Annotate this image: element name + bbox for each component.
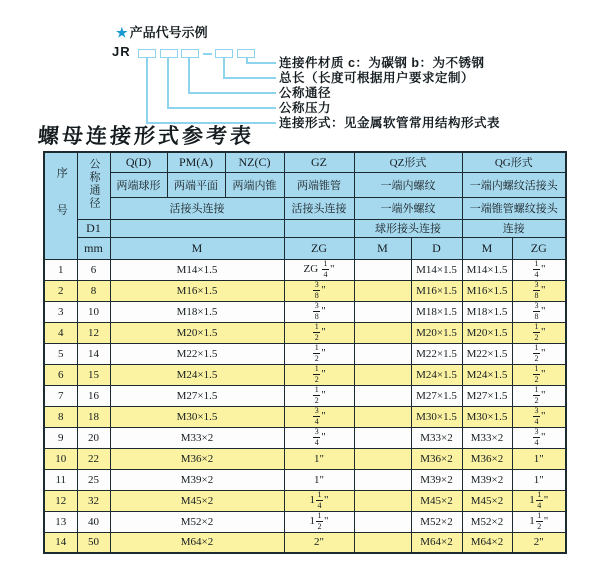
code-label-material: 连接件材质 c：为碳钢 b：为不锈钢 (279, 56, 485, 70)
cell-qg-m: M45×2 (462, 490, 512, 511)
cell-thread-zg: $\frac{1}{2}$ " (284, 343, 354, 364)
cell-qg-m: M18×1.5 (462, 301, 512, 322)
table-row (44, 490, 566, 511)
cell-qz-m (354, 406, 411, 427)
cell-qg-zg: $\frac{1}{4}$ " (512, 259, 566, 280)
cell-qg-zg: $\frac{3}{8}$ " (512, 301, 566, 322)
cell-qg-m: M39×2 (462, 469, 512, 490)
cell-qz-d: M36×2 (411, 448, 462, 469)
cell-thread-zg: $\frac{1}{2}$ " (284, 364, 354, 385)
cell-qg-m: M36×2 (462, 448, 512, 469)
cell-thread-m: M45×2 (110, 490, 284, 511)
code-box-3 (181, 49, 199, 58)
header-form-qz: 一端内螺纹 (354, 172, 462, 197)
cell-qz-m (354, 364, 411, 385)
header-group-qg: QG形式 (462, 152, 566, 172)
cell-qg-m: M30×1.5 (462, 406, 512, 427)
cell-thread-zg: $\frac{1}{2}$ " (284, 322, 354, 343)
header-form-nzc: 两端内锥 (225, 172, 284, 197)
cell-thread-m: M27×1.5 (110, 385, 284, 406)
header-empty-1 (110, 219, 284, 237)
cell-seq: 1 (44, 259, 77, 280)
cell-qg-zg: $\frac{1}{2}$ " (512, 322, 566, 343)
cell-qz-m (354, 427, 411, 448)
code-dash (203, 53, 212, 55)
code-label-length: 总长（长度可根据用户要求定制） (279, 71, 475, 85)
cell-thread-zg: $\frac{1}{2}$ " (284, 385, 354, 406)
cell-qg-zg: $\frac{3}{4}$ " (512, 427, 566, 448)
cell-qz-m (354, 490, 411, 511)
table-row (44, 427, 566, 448)
cell-thread-m: M14×1.5 (110, 259, 284, 280)
header-form-qg: 一端内螺纹活接头 (462, 172, 566, 197)
cell-seq: 3 (44, 301, 77, 322)
table-row (44, 385, 566, 406)
cell-dn-mm: 50 (77, 532, 110, 553)
cell-thread-m: M36×2 (110, 448, 284, 469)
cell-thread-m: M33×2 (110, 427, 284, 448)
cell-qg-m: M52×2 (462, 511, 512, 532)
cell-dn-mm: 18 (77, 406, 110, 427)
cell-seq: 9 (44, 427, 77, 448)
cell-qz-d: M20×1.5 (411, 322, 462, 343)
cell-qz-m (354, 469, 411, 490)
header-group-qd: Q(D) (110, 152, 167, 172)
cell-qz-d: M30×1.5 (411, 406, 462, 427)
cell-qz-m (354, 301, 411, 322)
header-qz-m: M (354, 237, 411, 259)
cell-thread-m: M16×1.5 (110, 280, 284, 301)
cell-qz-m (354, 532, 411, 553)
cell-dn-mm: 22 (77, 448, 110, 469)
cell-qg-zg: 1 $\frac{1}{4}$ " (512, 490, 566, 511)
cell-dn-mm: 20 (77, 427, 110, 448)
header-group-qz: QZ形式 (354, 152, 462, 172)
header-qz-d: D (411, 237, 462, 259)
table-row (44, 364, 566, 385)
cell-seq: 5 (44, 343, 77, 364)
leader-line (167, 58, 169, 108)
cell-qz-d: M18×1.5 (411, 301, 462, 322)
table-body (44, 259, 566, 553)
cell-qg-zg: $\frac{1}{2}$ " (512, 364, 566, 385)
header-conn-union-gz: 活接头连接 (284, 197, 354, 219)
cell-seq: 4 (44, 322, 77, 343)
cell-qg-zg: $\frac{1}{2}$ " (512, 385, 566, 406)
cell-qg-zg: 1" (512, 469, 566, 490)
cell-seq: 13 (44, 511, 77, 532)
star-icon: ★ (116, 25, 128, 40)
cell-thread-zg: $\frac{3}{8}$ " (284, 280, 354, 301)
header-d1: D1 (77, 219, 110, 237)
code-box-4 (215, 49, 233, 58)
leader-line (188, 92, 276, 94)
header-thread-zg: ZG (284, 237, 354, 259)
cell-qz-m (354, 259, 411, 280)
cell-qz-d: M33×2 (411, 427, 462, 448)
leader-line (167, 107, 276, 109)
cell-qg-zg: 2" (512, 532, 566, 553)
cell-qz-d: M14×1.5 (411, 259, 462, 280)
code-box-5 (237, 49, 255, 58)
cell-thread-zg: $\frac{3}{8}$ " (284, 301, 354, 322)
cell-qg-zg: $\frac{1}{2}$ " (512, 343, 566, 364)
cell-seq: 14 (44, 532, 77, 553)
header-ball-joint-conn: 球形接头连接 (354, 219, 462, 237)
cell-qz-m (354, 322, 411, 343)
code-label-diameter: 公称通径 (279, 86, 332, 100)
cell-dn-mm: 14 (77, 343, 110, 364)
cell-thread-zg: $\frac{3}{4}$ " (284, 406, 354, 427)
table-row (44, 280, 566, 301)
table-row (44, 448, 566, 469)
cell-qz-d: M45×2 (411, 490, 462, 511)
cell-qz-d: M27×1.5 (411, 385, 462, 406)
code-label-connection: 连接形式：见金属软管常用结构形式表 (279, 116, 501, 130)
cell-dn-mm: 32 (77, 490, 110, 511)
header-qg-m: M (462, 237, 512, 259)
cell-qg-zg: 1 $\frac{1}{2}$ " (512, 511, 566, 532)
cell-seq: 11 (44, 469, 77, 490)
cell-thread-m: M20×1.5 (110, 322, 284, 343)
cell-thread-zg: 1 $\frac{1}{4}$ " (284, 490, 354, 511)
leader-line (223, 77, 276, 79)
diagram-heading (116, 22, 208, 41)
cell-qz-m (354, 448, 411, 469)
cell-qz-d: M52×2 (411, 511, 462, 532)
cell-qz-d: M39×2 (411, 469, 462, 490)
cell-thread-m: M52×2 (110, 511, 284, 532)
cell-qz-m (354, 511, 411, 532)
table-row (44, 406, 566, 427)
cell-qg-m: M14×1.5 (462, 259, 512, 280)
header-thread-m: M (110, 237, 284, 259)
cell-qz-d: M16×1.5 (411, 280, 462, 301)
cell-qg-m: M22×1.5 (462, 343, 512, 364)
cell-qg-m: M16×1.5 (462, 280, 512, 301)
cell-thread-m: M18×1.5 (110, 301, 284, 322)
cell-seq: 12 (44, 490, 77, 511)
header-conn: 连接 (462, 219, 566, 237)
table-row (44, 511, 566, 532)
header-group-nzc: NZ(C) (225, 152, 284, 172)
cell-thread-zg: ZG $\frac{1}{4}$ " (284, 259, 354, 280)
cell-dn-mm: 25 (77, 469, 110, 490)
cell-seq: 6 (44, 364, 77, 385)
table-row (44, 259, 566, 280)
nut-connection-reference-table (43, 151, 567, 554)
cell-qz-m (354, 343, 411, 364)
header-dn: 公称通径 (77, 152, 110, 219)
table-header (44, 152, 566, 259)
cell-dn-mm: 8 (77, 280, 110, 301)
cell-qg-zg: 1" (512, 448, 566, 469)
cell-dn-mm: 15 (77, 364, 110, 385)
code-prefix: JR (112, 44, 131, 59)
cell-qz-d: M64×2 (411, 532, 462, 553)
header-empty-2 (284, 219, 354, 237)
table-row (44, 343, 566, 364)
code-box-2 (160, 49, 178, 58)
code-box-1 (138, 49, 156, 58)
cell-qz-m (354, 280, 411, 301)
leader-line (223, 58, 225, 78)
cell-seq: 8 (44, 406, 77, 427)
cell-dn-mm: 6 (77, 259, 110, 280)
header-conn-ext-thread: 一端外螺纹 (354, 197, 462, 219)
cell-thread-zg: 1" (284, 469, 354, 490)
cell-dn-mm: 40 (77, 511, 110, 532)
cell-qg-m: M24×1.5 (462, 364, 512, 385)
table-title: 螺母连接形式参考表 (37, 124, 255, 148)
header-group-gz: GZ (284, 152, 354, 172)
cell-dn-mm: 12 (77, 322, 110, 343)
header-unit-mm: mm (77, 237, 110, 259)
table-row (44, 301, 566, 322)
diagram-heading-text: 产品代号示例 (129, 25, 208, 40)
cell-thread-m: M24×1.5 (110, 364, 284, 385)
header-conn-union: 活接头连接 (110, 197, 284, 219)
leader-line (246, 62, 276, 64)
cell-thread-m: M39×2 (110, 469, 284, 490)
cell-thread-zg: 1" (284, 448, 354, 469)
cell-qg-m: M64×2 (462, 532, 512, 553)
cell-thread-m: M22×1.5 (110, 343, 284, 364)
cell-thread-m: M30×1.5 (110, 406, 284, 427)
cell-seq: 10 (44, 448, 77, 469)
table-row (44, 532, 566, 553)
header-conn-taper-thread: 一端锥管螺纹接头 (462, 197, 566, 219)
cell-qg-m: M20×1.5 (462, 322, 512, 343)
header-form-qd: 两端球形 (110, 172, 167, 197)
cell-qz-m (354, 385, 411, 406)
leader-line (188, 58, 190, 93)
cell-dn-mm: 10 (77, 301, 110, 322)
cell-seq: 2 (44, 280, 77, 301)
cell-thread-zg: 1 $\frac{1}{2}$ " (284, 511, 354, 532)
cell-dn-mm: 16 (77, 385, 110, 406)
cell-seq: 7 (44, 385, 77, 406)
cell-qg-m: M27×1.5 (462, 385, 512, 406)
table-row (44, 469, 566, 490)
cell-qz-d: M24×1.5 (411, 364, 462, 385)
table-row (44, 322, 566, 343)
header-group-pma: PM(A) (167, 152, 225, 172)
code-label-pressure: 公称压力 (279, 101, 332, 115)
cell-qz-d: M22×1.5 (411, 343, 462, 364)
header-form-pma: 两端平面 (167, 172, 225, 197)
cell-qg-zg: $\frac{3}{8}$ " (512, 280, 566, 301)
cell-thread-zg: 2" (284, 532, 354, 553)
cell-qg-zg: $\frac{3}{4}$ " (512, 406, 566, 427)
leader-line (146, 58, 148, 123)
header-form-gz: 两端锥管 (284, 172, 354, 197)
cell-thread-m: M64×2 (110, 532, 284, 553)
cell-thread-zg: $\frac{3}{4}$ " (284, 427, 354, 448)
header-seq: 序号 (44, 152, 77, 259)
cell-qg-m: M33×2 (462, 427, 512, 448)
header-qg-zg: ZG (512, 237, 566, 259)
